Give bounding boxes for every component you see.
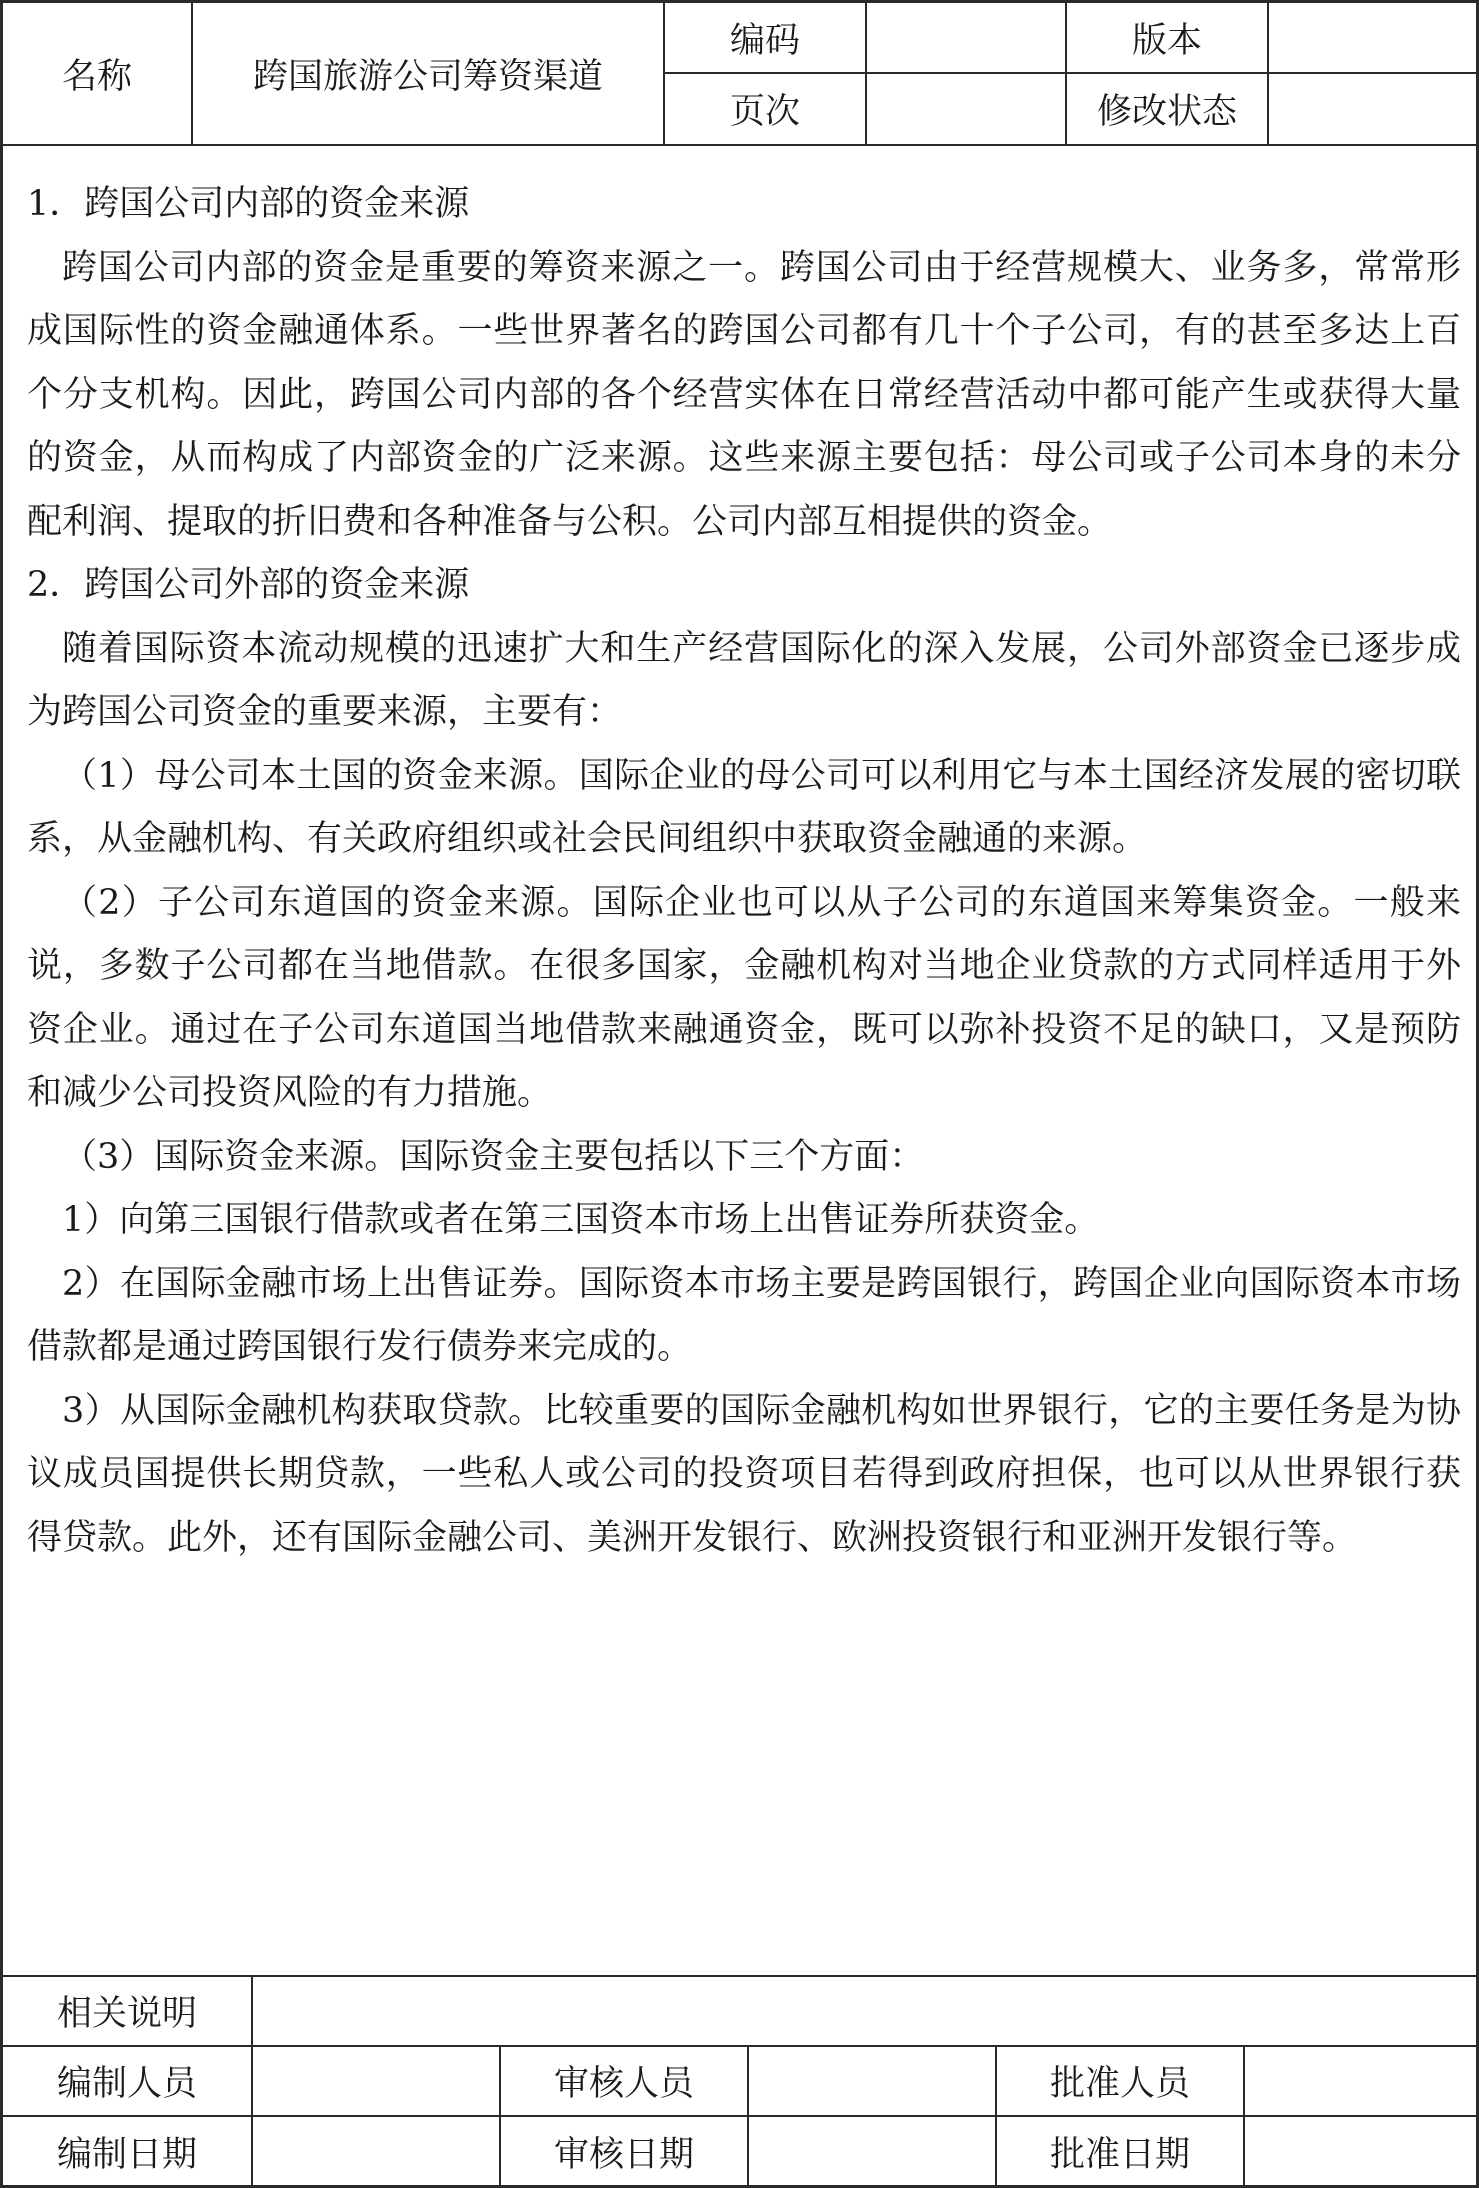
version-label: 版本 [1131, 20, 1202, 61]
version-value [1269, 3, 1476, 72]
section-2-item-1: （1）母公司本土国的资金来源。国际企业的母公司可以利用它与本土国经济发展的密切联系，从金融机构、有关政府组织或社会民间组织中获取资金融通的来源。 [27, 755, 1461, 859]
section-2-item-2: （2）子公司东道国的资金来源。国际企业也可以从子公司的东道国来筹集资金。一般来说，多数子公司都在当地借款。在很多国家，金融机构对当地企业贷款的方式同样适用于外资企业。通过在子公司东道国当地借款来融通资金，既可以弥补投资不足的缺口，又是预防和减少公司投资风险的有力措施。 [27, 882, 1461, 1113]
notes-label: 相关说明 [56, 1994, 197, 2034]
revision-value [1269, 74, 1476, 144]
name-label: 名称 [61, 56, 132, 97]
footer-table [3, 1975, 1476, 2187]
code-label: 编码 [729, 20, 800, 61]
section-2-item-3-sub-1: 1）向第三国银行借款或者在第三国资本市场上出售证券所获资金。 [62, 1200, 1100, 1240]
section-2-item-3-sub-3: 3）从国际金融机构获取贷款。比较重要的国际金融机构如世界银行，它的主要任务是为协议成员国提供长期贷款，一些私人或公司的投资项目若得到政府担保，也可以从世界银行获得贷款。此外，还有国际金融公司、美洲开发银行、欧洲投资银行和亚洲开发银行等。 [27, 1390, 1461, 1558]
section-1-paragraph: 跨国公司内部的资金是重要的筹资来源之一。跨国公司由于经营规模大、业务多，常常形成国际性的资金融通体系。一些世界著名的跨国公司都有几十个子公司，有的甚至多达上百个分支机构。因此，跨国公司内部的各个经营实体在日常经营活动中都可能产生或获得大量的资金，从而构成了内部资金的广泛来源。这些来源主要包括：母公司或子公司本身的未分配利润、提取的折旧费和各种准备与公积。公司内部互相提供的资金。 [27, 247, 1461, 542]
reviewer-value [749, 2047, 995, 2115]
compiler-value [253, 2047, 499, 2115]
revision-label: 修改状态 [1096, 92, 1237, 132]
section-2-item-3: （3）国际资金来源。国际资金主要包括以下三个方面： [62, 1136, 925, 1177]
approver-value [1245, 2047, 1476, 2115]
page-value [867, 74, 1065, 144]
page-label: 页次 [729, 92, 800, 132]
notes-value [253, 1977, 1476, 2045]
document-body [27, 173, 1461, 1570]
header-table [3, 3, 1476, 146]
review-date-label: 审核日期 [553, 2135, 694, 2175]
compile-date-value [253, 2117, 499, 2187]
approve-date-label: 批准日期 [1049, 2135, 1190, 2175]
section-2-heading: 2．跨国公司外部的资金来源 [27, 565, 470, 605]
compile-date-label: 编制日期 [56, 2135, 197, 2175]
section-2-intro: 随着国际资本流动规模的迅速扩大和生产经营国际化的深入发展，公司外部资金已逐步成为跨国公司资金的重要来源，主要有： [27, 628, 1461, 732]
section-2-item-3-sub-2: 2）在国际金融市场上出售证券。国际资本市场主要是跨国银行，跨国企业向国际资本市场借款都是通过跨国银行发行债券来完成的。 [27, 1263, 1461, 1367]
review-date-value [749, 2117, 995, 2187]
compiler-label: 编制人员 [56, 2064, 197, 2104]
reviewer-label: 审核人员 [553, 2064, 694, 2104]
approver-label: 批准人员 [1049, 2064, 1190, 2104]
section-1-heading: 1．跨国公司内部的资金来源 [27, 184, 470, 224]
name-value: 跨国旅游公司筹资渠道 [252, 56, 603, 97]
code-value [867, 3, 1065, 72]
approve-date-value [1245, 2117, 1476, 2187]
